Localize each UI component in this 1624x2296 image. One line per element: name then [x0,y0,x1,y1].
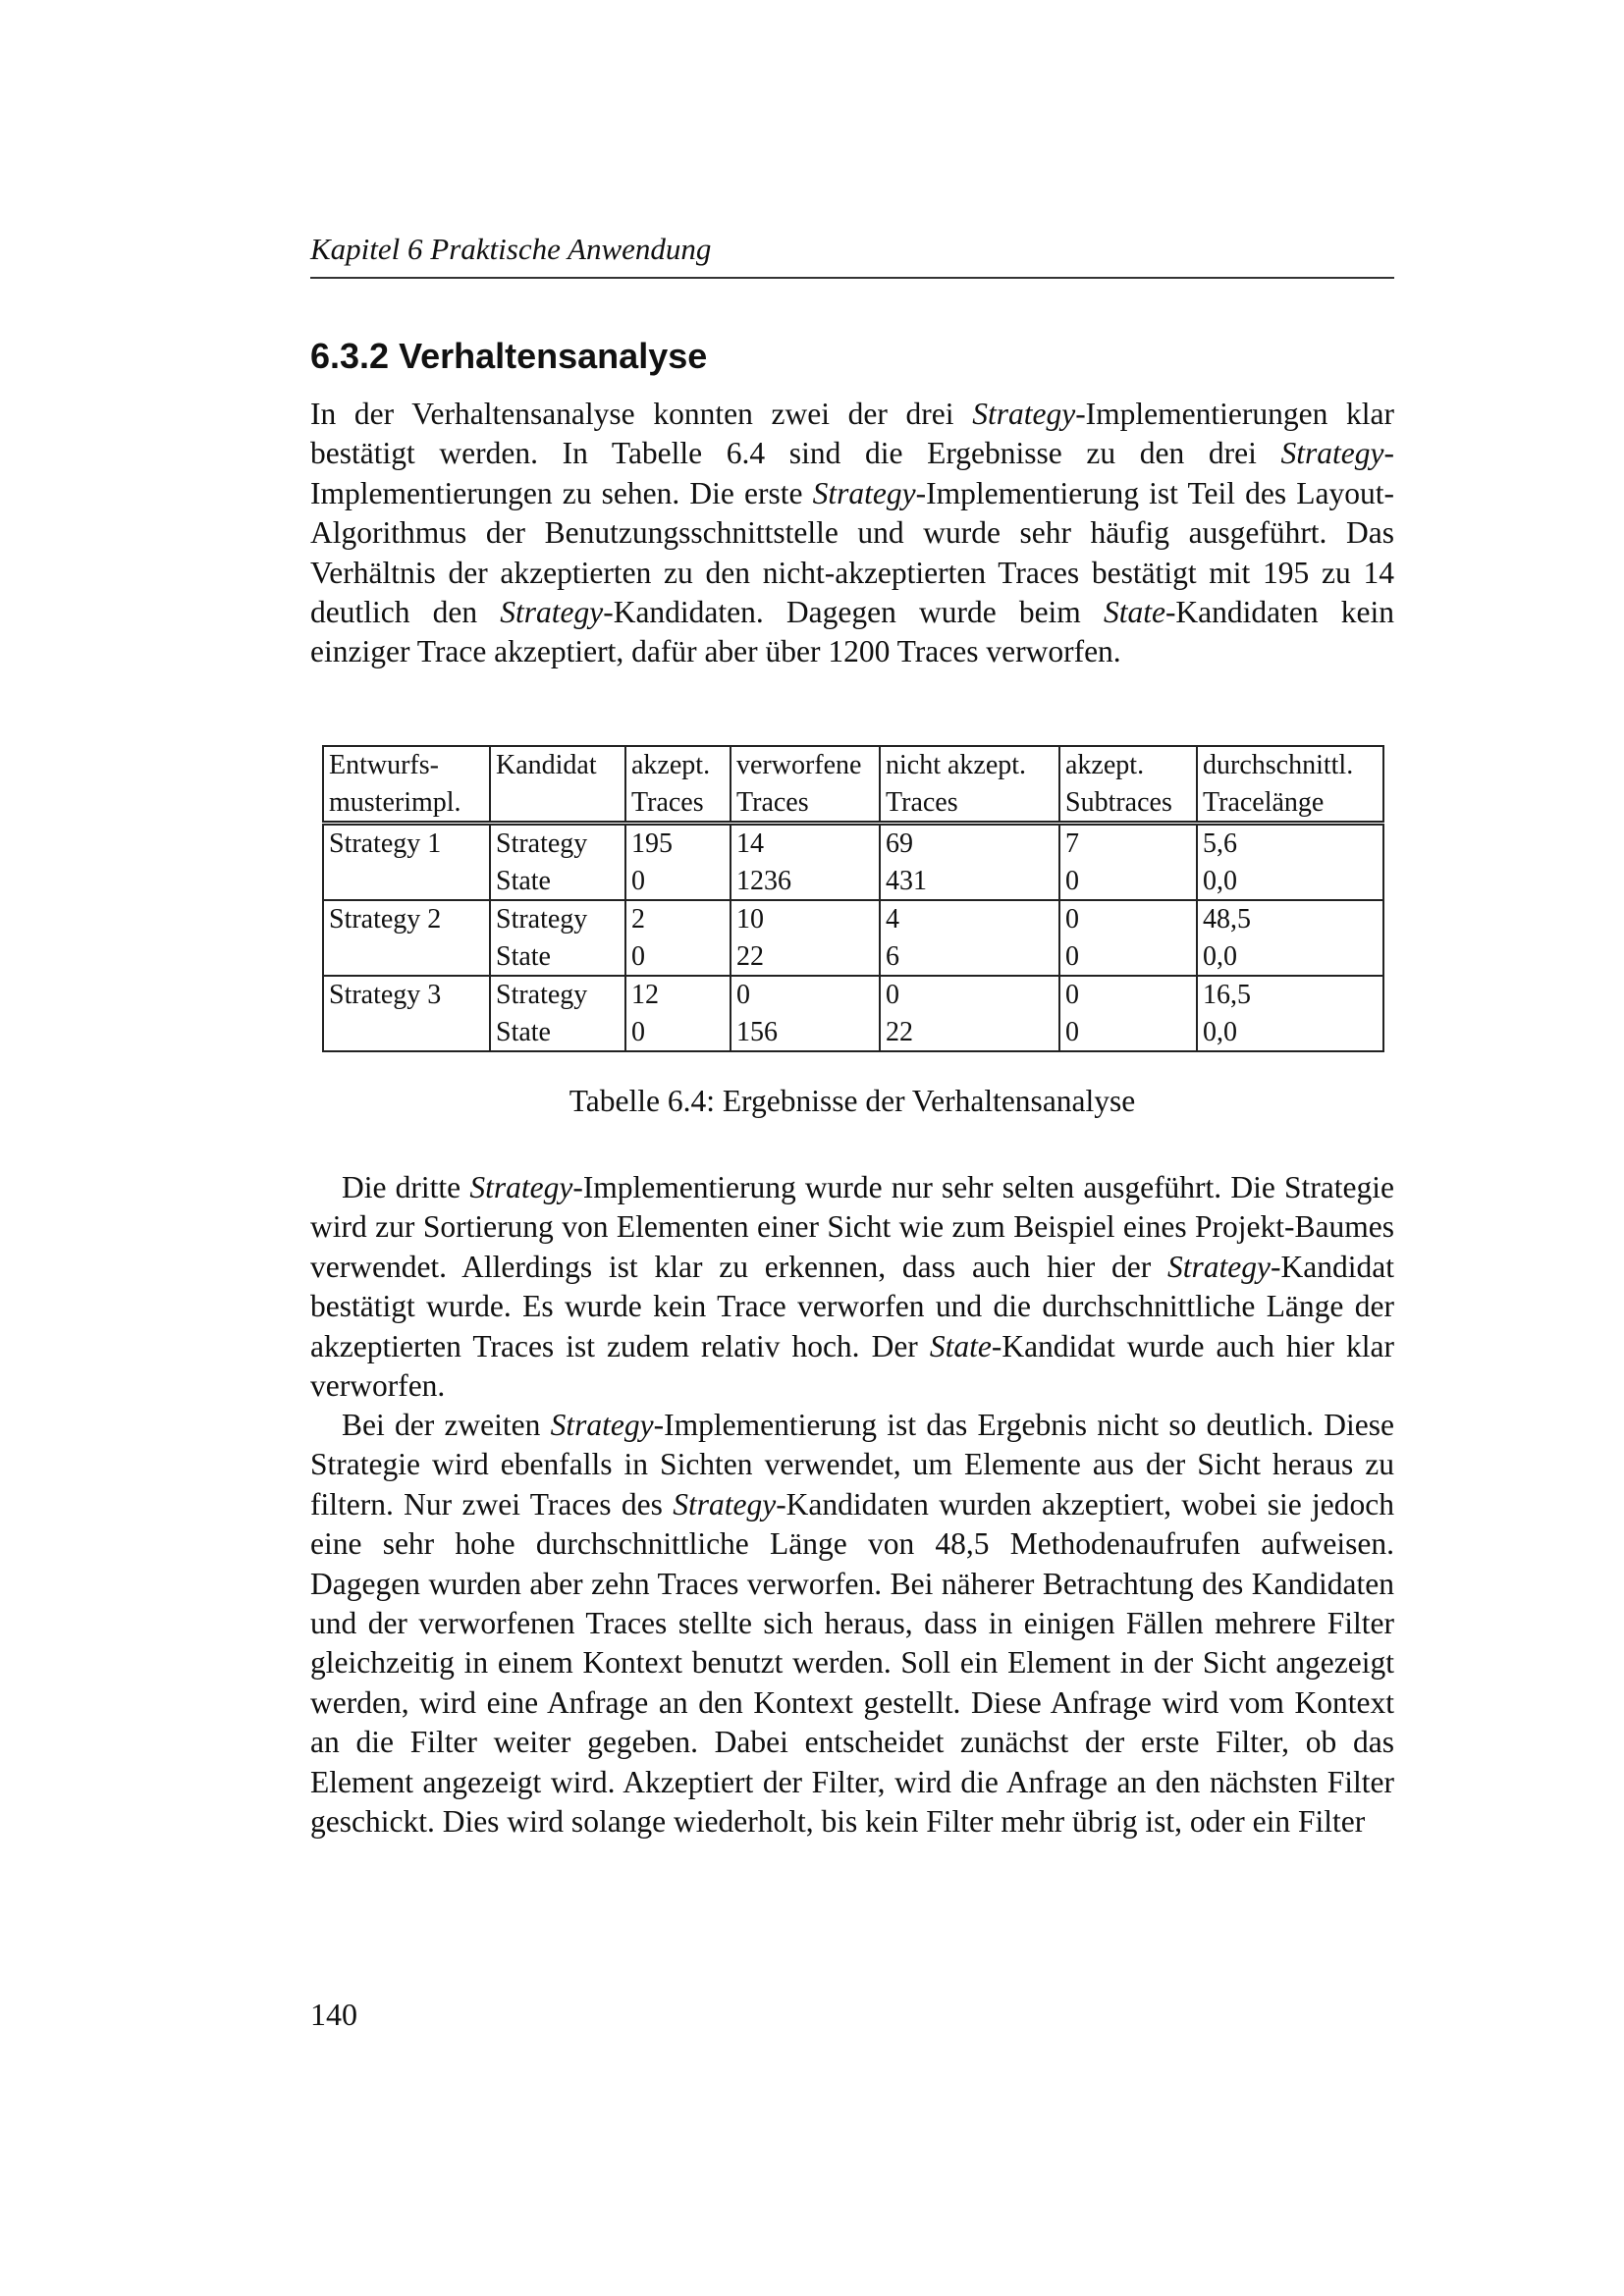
table-cell: 0,0 [1197,1014,1383,1052]
table-header-cell [490,784,625,824]
table-cell: State [490,863,625,901]
table-cell [323,1014,490,1052]
table-header-row [323,746,1383,784]
text-run-italic: State [929,1328,992,1363]
table-row [323,1014,1383,1052]
table-cell: 5,6 [1197,824,1383,863]
table-header-cell: Kandidat [490,746,625,784]
text-run: -Implementierung ist das Ergebnis nicht so deutlich. Diese Strategie wird ebenfalls in Sichten verwendet, um Elemente aus der Sicht heraus zu filtern. Nur zwei Traces des [310,1408,1394,1522]
table-header-cell: Traces [880,784,1059,824]
table-header-row [323,784,1383,824]
table-row [323,976,1383,1014]
text-run: -Kandidaten wurden akzeptiert, wobei sie jedoch eine sehr hohe durchschnittliche Länge von 48,5 Methodenaufrufen aufweisen. Dagegen wurden aber zehn Traces verworfen. Bei näherer Betrachtung des Kandidaten und der verworfenen Traces stellte sich heraus, dass in einigen Fällen mehrere Filter gleichzeitig in einem Kontext benutzt werden. Soll ein Element in der Sicht angezeigt werden, wird eine Anfrage an den Kontext gestellt. Diese Anfrage wird vom Kontext an die Filter weiter gegeben. Dabei entscheidet zunächst der erste Filter, ob das Element angezeigt wird. Akzeptiert der Filter, wird die Anfrage an den nächsten Filter geschickt. Dies wird solange wiederholt, bis kein Filter mehr übrig ist, oder ein Filter [310,1486,1394,1840]
text-run-italic: Strategy [1280,436,1384,471]
text-run-italic: Strategy [1167,1249,1272,1284]
table-cell: Strategy [490,900,625,938]
table-cell: 4 [880,900,1059,938]
table-cell: 0,0 [1197,938,1383,977]
table-cell: 0 [1059,900,1197,938]
table-cell: 0 [1059,863,1197,901]
table-header-cell: musterimpl. [323,784,490,824]
table-cell: 0 [625,863,731,901]
table-caption: Tabelle 6.4: Ergebnisse der Verhaltensanalyse [568,1084,1136,1118]
text-run: -Implementierung wurde nur sehr selten ausgeführt. Die Strategie wird zur Sortierung von Elementen einer Sicht wie zum Beispiel eines Projekt-Baumes verwendet. Allerdings ist klar zu erkennen, dass auch hier der [310,1170,1394,1284]
text-run: -Implementierungen klar bestätigt werden. In Tabelle 6.4 sind die Ergebnisse zu den drei [310,397,1394,471]
text-run: -Kandidaten kein einziger Trace akzeptiert, dafür aber über 1200 Traces verworfen. [310,595,1394,669]
table-cell: Strategy [490,824,625,863]
paragraph-third-strategy [310,1168,1394,1406]
table-cell: 22 [731,938,880,977]
table-cell: Strategy 2 [323,900,490,938]
paragraph-intro [310,395,1394,672]
text-run: -Implementierungen zu sehen. Die erste [310,436,1394,510]
table-header-cell: Traces [625,784,731,824]
table-cell: 156 [731,1014,880,1052]
table-cell: State [490,938,625,977]
table-row [323,824,1383,863]
text-run: Die dritte [342,1170,470,1204]
table-header-cell: verworfene [731,746,880,784]
table-header-cell: akzept. [625,746,731,784]
table-row [323,863,1383,901]
table-cell [323,863,490,901]
table-cell: State [490,1014,625,1052]
text-run-italic: State [1103,595,1165,630]
table-cell: Strategy [490,976,625,1014]
text-run: -Kandidat bestätigt wurde. Es wurde kein Trace verworfen und die durchschnittliche Länge der akzeptierten Traces ist zudem relativ hoch. Der [310,1249,1394,1363]
table-cell: 0 [731,976,880,1014]
table-cell: 2 [625,900,731,938]
table-cell: 16,5 [1197,976,1383,1014]
text-run: In der Verhaltensanalyse konnten zwei der drei [310,397,973,431]
table-header-cell: Subtraces [1059,784,1197,824]
text-run: -Implementierung ist Teil des Layout-Algorithmus der Benutzungsschnittstelle und wurde sehr häufig ausgeführt. Das Verhältnis der akzeptierten zu den nicht-akzeptierten Traces bestätigt mit 195 zu 14 deutlich den [310,475,1394,630]
table-cell: 0 [1059,1014,1197,1052]
table-cell: 69 [880,824,1059,863]
header-rule [310,277,1394,279]
table-cell: 6 [880,938,1059,977]
table-cell: 48,5 [1197,900,1383,938]
table-cell: 0 [1059,938,1197,977]
table-cell: 12 [625,976,731,1014]
table-cell: 0 [1059,976,1197,1014]
table-cell: 22 [880,1014,1059,1052]
table-header-cell: akzept. [1059,746,1197,784]
text-run-italic: Strategy [673,1486,777,1522]
table-header-cell: nicht akzept. [880,746,1059,784]
page-number: 140 [310,1997,357,2032]
table-cell: 0 [880,976,1059,1014]
table-row [323,900,1383,938]
table-cell: 195 [625,824,731,863]
paragraph-second-strategy [310,1406,1394,1842]
table-header-cell: durchschnittl. [1197,746,1383,784]
text-run: -Kandidaten. Dagegen wurde beim [603,595,1104,630]
text-run: -Kandidat wurde auch hier klar verworfen. [310,1328,1394,1404]
table-cell: 14 [731,824,880,863]
table-cell: 0 [625,1014,731,1052]
text-run-italic: Strategy [812,475,916,510]
running-head: Kapitel 6 Praktische Anwendung [310,232,712,266]
table-cell: 0,0 [1197,863,1383,901]
text-run: Bei der zweiten [342,1408,551,1442]
text-run-italic: Strategy [469,1170,573,1204]
text-run-italic: Strategy [972,397,1076,431]
table-cell: 1236 [731,863,880,901]
results-table [322,745,1384,1052]
text-run-italic: Strategy [550,1408,654,1442]
table-row [323,938,1383,977]
table-cell: 431 [880,863,1059,901]
table-cell: Strategy 1 [323,824,490,863]
table-header-cell: Entwurfs- [323,746,490,784]
table-cell: 10 [731,900,880,938]
table-cell: 7 [1059,824,1197,863]
table-cell [323,938,490,977]
table-header-cell: Tracelänge [1197,784,1383,824]
table-header-cell: Traces [731,784,880,824]
table-cell: 0 [625,938,731,977]
section-title: 6.3.2 Verhaltensanalyse [310,336,708,376]
text-run-italic: Strategy [500,595,604,630]
table-cell: Strategy 3 [323,976,490,1014]
